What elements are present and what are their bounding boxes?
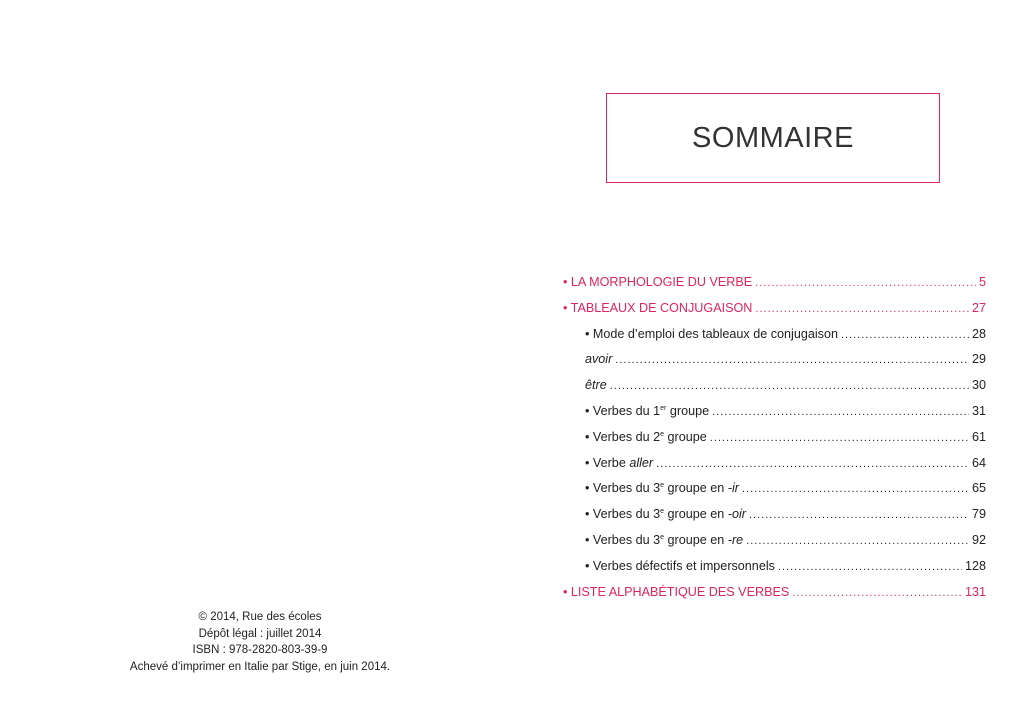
toc-entry-label: • Verbes du 1er groupe [585,403,710,418]
printing-line: Achevé d’imprimer en Italie par Stige, en juin 2014. [129,660,391,673]
toc-page-number: 79 [971,507,986,522]
toc-page-number: 28 [971,326,986,341]
toc-page-number: 61 [971,429,986,444]
toc-entry-label: • LISTE ALPHABÉTIQUE DES VERBES [563,584,790,599]
toc-leader-dots [841,325,969,345]
toc-entry-label: • Verbe aller [585,455,654,470]
toc-leader-dots [755,299,969,319]
toc-entry-aller[interactable] [563,453,986,479]
copyright-line: © 2014, Rue des écoles [198,611,322,623]
toc-leader-dots [749,505,969,525]
toc-leader-dots [712,402,969,422]
toc-leader-dots [792,583,962,603]
toc-entry-avoir[interactable] [563,349,986,375]
toc-leader-dots [610,376,969,396]
toc-leader-dots [710,428,969,448]
toc-entry-label: • Verbes du 3e groupe en -ir [585,481,739,496]
toc-page-number: 92 [971,532,986,547]
isbn-line: ISBN : 978-2820-803-39-9 [192,644,328,656]
toc-entry-label: • Verbes défectifs et impersonnels [585,558,775,573]
toc-entry-1er-groupe[interactable] [563,401,986,427]
toc-page-number: 5 [978,275,986,289]
legal-deposit-line: Dépôt légal : juillet 2014 [198,627,322,640]
toc-page-number: 65 [971,481,986,496]
toc-entry-label: avoir [585,352,613,367]
toc-entry-3e-groupe-re[interactable] [563,530,986,556]
toc-leader-dots [746,531,969,551]
toc-leader-dots [615,350,969,370]
toc-page-number: 64 [971,455,986,470]
toc-entry-morphologie[interactable] [563,272,986,298]
toc-entry-label: • Mode d’emploi des tableaux de conjugaison [585,326,838,341]
toc-page-number: 30 [971,378,986,393]
toc-entry-label: • Verbes du 3e groupe en -re [585,532,744,547]
toc-entry-label: • LA MORPHOLOGIE DU VERBE [563,275,753,289]
toc-entry-liste-alphabetique[interactable] [563,582,986,608]
toc-page-number: 128 [964,558,986,573]
toc-page-number: 27 [971,300,986,315]
toc-entry-2e-groupe[interactable] [563,427,986,453]
title-box [606,93,940,183]
page-title: SOMMAIRE [692,121,854,154]
toc-leader-dots [778,557,962,577]
toc-entry-mode-emploi[interactable] [563,324,986,350]
toc-leader-dots [742,479,969,499]
toc-entry-3e-groupe-ir[interactable] [563,478,986,504]
toc-entry-label: • TABLEAUX DE CONJUGAISON [563,300,753,315]
colophon [110,609,410,675]
toc-entry-label: être [585,378,607,393]
toc-leader-dots [656,454,969,474]
toc-entry-3e-groupe-oir[interactable] [563,504,986,530]
toc-entry-tableaux[interactable] [563,298,986,324]
toc-entry-etre[interactable] [563,375,986,401]
toc-leader-dots [755,273,976,293]
table-of-contents [563,272,986,607]
toc-page-number: 131 [964,584,986,599]
toc-page-number: 29 [971,352,986,367]
toc-page-number: 31 [971,403,986,418]
toc-entry-defectifs[interactable] [563,556,986,582]
toc-entry-label: • Verbes du 3e groupe en -oir [585,507,746,522]
toc-entry-label: • Verbes du 2e groupe [585,429,707,444]
